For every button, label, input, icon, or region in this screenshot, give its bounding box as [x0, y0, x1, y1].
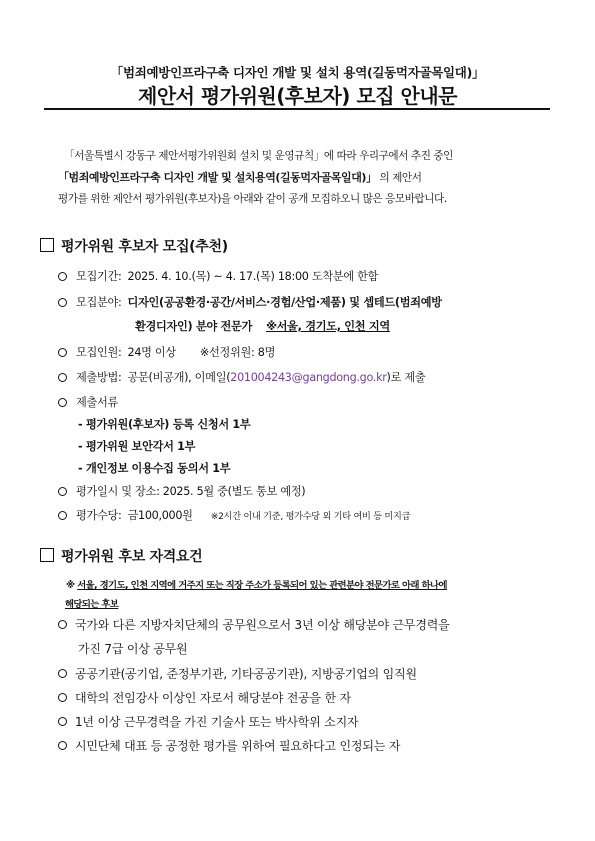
item-field	[58, 294, 558, 310]
circle-bullet-icon	[58, 298, 67, 307]
item-value: 2025. 4. 10.(목) ~ 4. 17.(목) 18:00 도착분에 한함	[127, 270, 379, 283]
region-note: ※서울, 경기도, 인천 지역	[266, 320, 390, 333]
item-label: 모집기간:	[76, 270, 122, 283]
item-value: 24명 이상	[127, 346, 176, 359]
item-period	[58, 268, 558, 284]
qualification-text: 국가와 다른 지방자치단체의 공무원으로서 3년 이상 해당분야 근무경력을	[75, 618, 450, 632]
document-title: 제안서 평가위원(후보자) 모집 안내문	[138, 84, 457, 108]
title-underline	[44, 108, 550, 110]
item-value-pre: 공문(비공개), 이메일(	[127, 371, 231, 384]
intro-paragraph	[58, 146, 548, 210]
circle-bullet-icon	[58, 717, 67, 726]
circle-bullet-icon	[58, 348, 67, 357]
item-value: 디자인(공공환경·공간/서비스·경험/산업·제품) 및 셉테드(범죄예방	[127, 296, 442, 309]
qualification-note	[66, 576, 556, 614]
intro-line-2-rest: 의 제안서	[376, 172, 422, 184]
doc-item: - 개인정보 이용수집 동의서 1부	[78, 462, 231, 475]
item-count	[58, 344, 558, 360]
qualification-note-line-2: 해당되는 후보	[65, 599, 119, 610]
circle-bullet-icon	[58, 272, 67, 281]
circle-bullet-icon	[58, 487, 67, 496]
item-field-continued	[135, 318, 555, 334]
circle-bullet-icon	[58, 398, 67, 407]
qualification-item	[58, 689, 558, 706]
qualification-text: 가진 7급 이상 공무원	[78, 642, 188, 656]
circle-bullet-icon	[58, 373, 67, 382]
circle-bullet-icon	[58, 511, 67, 520]
section-heading-text: 평가위원 후보 자격요건	[61, 549, 203, 565]
circle-bullet-icon	[58, 669, 67, 678]
intro-line-1: 「서울특별시 강동구 제안서평가위원회 설치 및 운영규칙」에 따라 우리구에서 추진 중인	[64, 150, 453, 162]
square-bullet-icon	[40, 548, 54, 562]
item-schedule	[58, 483, 558, 499]
qualification-text: 공공기관(공기업, 준정부기관, 기타공공기관), 지방공기업의 임직원	[75, 667, 417, 681]
qualification-text: 대학의 전임강사 이상인 자로서 해당분야 전공을 한 자	[75, 691, 351, 705]
qualification-item	[58, 713, 558, 730]
circle-bullet-icon	[58, 741, 67, 750]
item-docs	[58, 394, 558, 410]
qualification-text: 시민단체 대표 등 공정한 평가를 위하여 필요하다고 인정되는 자	[75, 739, 401, 753]
note-marker: ※	[66, 580, 78, 591]
email-link[interactable]: 201004243@gangdong.go.kr	[230, 371, 387, 384]
item-note: ※선정위원: 8명	[199, 346, 276, 359]
square-bullet-icon	[40, 238, 54, 252]
qualification-item	[58, 737, 558, 754]
circle-bullet-icon	[58, 693, 67, 702]
document-subtitle: 「범죄예방인프라구축 디자인 개발 및 설치 용역(길동먹자골목일대)」	[110, 65, 485, 80]
circle-bullet-icon	[58, 620, 67, 629]
section-heading-recruitment	[40, 236, 228, 256]
item-fee	[58, 507, 558, 523]
item-submit	[58, 369, 558, 385]
doc-item: - 평가위원(후보자) 등록 신청서 1부	[78, 418, 251, 431]
project-name: 「범죄예방인프라구축 디자인 개발 및 설치용역(길동먹자골목일대)」	[58, 171, 377, 184]
intro-line-2	[58, 167, 548, 189]
section-heading-qualifications	[40, 546, 202, 566]
item-value: 금100,000원	[127, 509, 193, 522]
qualification-text: 1년 이상 근무경력을 가진 기술사 또는 박사학위 소지자	[75, 715, 359, 729]
qualification-item	[58, 665, 558, 682]
section-heading-text: 평가위원 후보자 모집(추천)	[61, 239, 228, 255]
doc-item: - 평가위원 보안각서 1부	[78, 440, 196, 453]
qualification-note-line-1	[66, 576, 556, 595]
qualification-item-continued	[78, 640, 578, 657]
item-value-continued: 환경디자인) 분야 전문가	[135, 320, 253, 333]
item-label: 제출서류	[76, 396, 119, 409]
item-value: 평가일시 및 장소: 2025. 5월 중(별도 통보 예정)	[76, 485, 306, 498]
item-value-post: )로 제출	[386, 371, 426, 384]
item-label: 제출방법:	[76, 371, 122, 384]
item-label: 평가수당:	[76, 509, 122, 522]
note-text: 서울, 경기도, 인천 지역에 거주지 또는 직장 주소가 등록되어 있는 관련분야 전문가로 아래 하나에	[77, 580, 447, 591]
item-label: 모집인원:	[76, 346, 122, 359]
qualification-item	[58, 616, 558, 633]
item-label: 모집분야:	[76, 296, 122, 309]
intro-line-3: 평가를 위한 제안서 평가위원(후보자)을 아래와 같이 공개 모집하오니 많은 응모바랍니다.	[58, 193, 447, 205]
item-note: ※2시간 이내 기준, 평가수당 외 기타 여비 등 미지급	[210, 511, 411, 522]
